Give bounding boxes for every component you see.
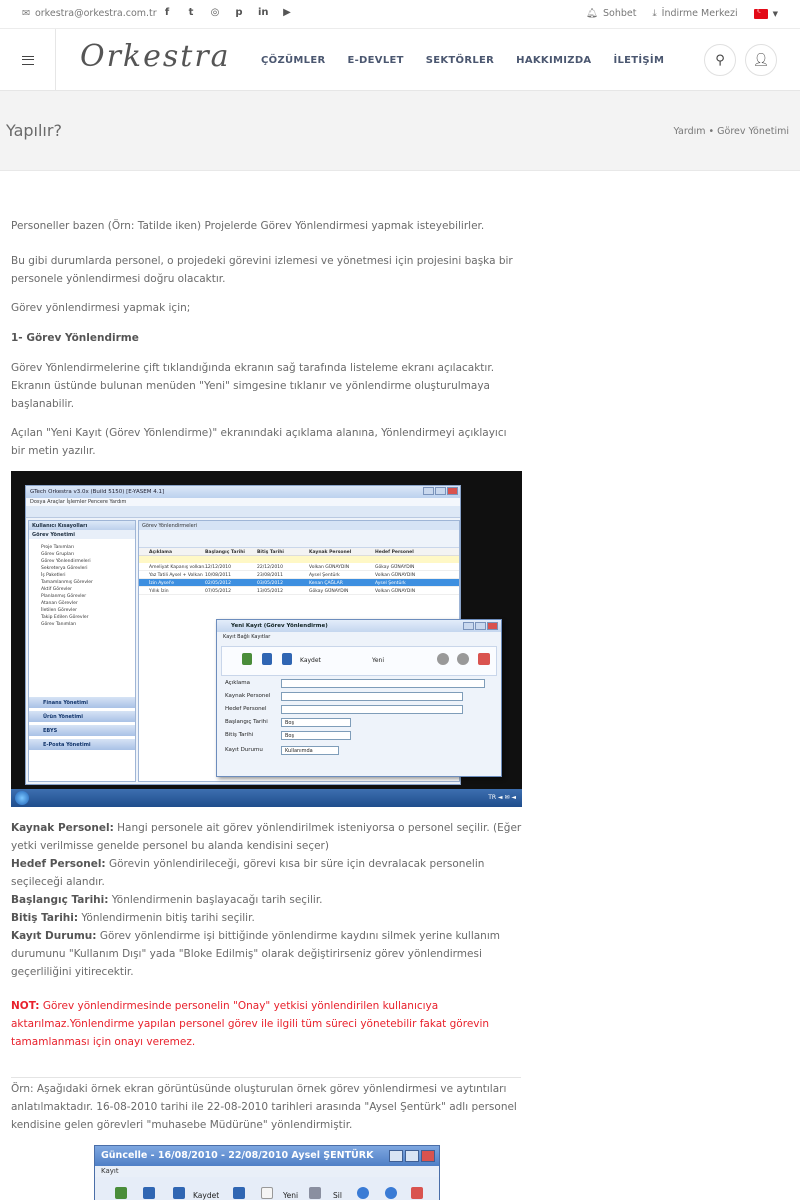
update-window-title: Güncelle - 16/08/2010 - 22/08/2010 Aysel ŞENTÜRK [95,1146,439,1166]
app-window-title: GTech Orkestra v3.0x (Build 5150) [E-YASEM 4.1] [26,486,460,498]
grid-header-cell: Kaynak Personel [309,550,352,555]
email-link[interactable] [22,8,157,19]
app-sidebar [28,520,136,782]
nav-item-hakkimizda[interactable]: HAKKIMIZDA [516,55,592,66]
update-delete-label: Sil [333,1191,342,1200]
grid-row: Yıllık İzin 07/05/2012 13/05/2012 Gökay GÜNAYDIN Volkan GÜNAYDIN [139,587,459,595]
refresh-icon [115,1187,127,1199]
save-new-icon [143,1187,155,1199]
menu-button[interactable] [0,29,56,91]
end-date-field: Boş [281,731,351,740]
note-text: Görev yönlendirmesinde personelin "Onay" yetkisi yönlendirilen kullanıcıya aktarılmaz.Yönlendirme yapılan personel görev ile ilgili tüm süreci yönetebilir fakat görevin tamamlanması için onayı veremez. [11,1000,490,1048]
sidebar-item: Görev Grupları [41,552,75,557]
grid-toolbar [139,530,459,548]
main-header [0,29,800,91]
update-window-menu: Kayıt [95,1166,439,1177]
update-window-toolbar [95,1177,439,1200]
sidebar-item: Planlanmış Görevler [41,594,87,599]
app-menu: Dosya Araçlar İşlemler Pencere Yardım [26,498,460,506]
grid-header-cell: Açıklama [149,550,172,555]
user-button[interactable] [745,44,777,76]
field-label: Başlangıç Tarihi [225,719,268,725]
sidebar-module: E-Posta Yönetimi [29,739,135,750]
language-select[interactable] [754,9,778,19]
field-label: Açıklama [225,680,251,686]
status-field: Kullanımda [281,746,339,755]
dialog-toolbar [221,646,497,676]
paragraph-intro: Personeller bazen (Örn: Tatilde iken) Projelerde Görev Yönlendirmesi yapmak isteyebilirler. [11,220,485,232]
user-icon: 👤︎ [752,52,770,68]
sidebar-module: Finans Yönetimi [29,697,135,708]
start-date-field: Boş [281,718,351,727]
grid-row: Ameliyat Kapanış volkan... 12/12/2010 22/12/2010 Volkan GÜNAYDIN Gökay GÜNAYDIN [139,563,459,571]
grid-header [139,548,459,556]
sidebar-item: Sekreterya Görevleri [41,566,88,571]
section-heading-text: 1- Görev Yönlendirme [11,332,139,344]
downloads-label: İndirme Merkezi [661,8,738,19]
field-label: Hedef Personel [225,706,267,712]
nav-item-e-devlet[interactable]: E-DEVLET [347,55,404,66]
disk-icon [282,653,292,665]
check-icon [478,653,490,665]
field-descriptions [11,819,523,981]
email-text: orkestra@orkestra.com.tr [34,8,157,19]
downloads-link[interactable] [652,8,737,19]
twitter-icon[interactable]: t [188,7,194,18]
nav-item-cozumler[interactable]: ÇÖZÜMLER [261,55,326,66]
prev-icon [357,1187,369,1199]
sidebar-header: Kullanıcı Kısayolları [29,521,135,530]
bell-icon: 🔔︎ [585,8,598,19]
chat-link[interactable] [586,8,637,19]
paragraph-how: Görev yönlendirmesi yapmak için; [11,302,191,314]
main-nav [261,55,664,66]
save-close-icon [233,1187,245,1199]
field-desc-kayit-durumu: Kayıt Durumu: Görev yönlendirme işi bittiğinde yönlendirme kaydını silmek yerine kullanım durumunu "Kullanım Dışı" yada "Bloke Edilmiş" olarak değiştirirseniz görev yönlendirmesi geçerliliğini yitirecektir. [11,930,500,978]
download-icon: ⤓ [652,8,657,19]
save-icon [173,1187,185,1199]
field-label: Kayıt Durumu [225,747,263,753]
update-window-controls [389,1150,435,1162]
nav-item-sektorler[interactable]: SEKTÖRLER [425,55,495,66]
dialog-new-label: Yeni [372,657,385,664]
sidebar-item: Atanan Görevler [41,601,78,606]
sidebar-item: İş Paketleri [41,573,66,578]
window-controls [423,487,458,495]
sidebar-subheader: Görev Yönetimi [29,530,135,539]
field-desc-bitis: Bitiş Tarihi: Yönlendirmenin bitiş tarihi seçilir. [11,912,255,924]
paragraph-description: Açılan "Yeni Kayıt (Görev Yönlendirme)" ekranındaki açıklama alanına, Yönlendirmeyi açıklayıcı bir metin yazılır. [11,427,507,457]
instagram-icon[interactable]: ◎ [210,7,220,18]
sidebar-item: Aktif Görevler [41,587,73,592]
dialog-menu: Kayıt Bağlı Kayıtlar [223,634,271,640]
screenshot-update-window [94,1145,440,1200]
grid-header-cell: Bitiş Tarihi [257,550,284,555]
breadcrumb[interactable]: Yardım • Görev Yönetimi [673,126,789,137]
prev-icon [437,653,449,665]
save-new-icon [262,653,272,665]
save-icon [242,653,252,665]
grid-row: Yaz Tatili Aysel + Volkan 10/08/2011 23/08/2011 Aysel Şentürk Volkan GÜNAYDIN [139,571,459,579]
grid-header-cell: Başlangıç Tarihi [205,550,245,555]
windows-taskbar [11,789,522,807]
grid-tab: Görev Yönlendirmeleri [139,521,459,530]
sidebar-item: İletilen Görevler [41,608,77,613]
example-paragraph: Örn: Aşağıdaki örnek ekran görüntüsünde oluşturulan örnek görev yönlendirmesi ve aytıntıları anlatılmaktadır. 16-08-2010 tarihi ile 22-08-2010 tarihleri arasında "Aysel Şentürk" adlı personel kendisine gelen görevleri "muhasebe Müdürüne" yönlendirmiştir. [11,1083,517,1131]
tray: TR ◄ ✉ ◄ [488,794,516,801]
grid-row-selected: İzin Aysel'e 02/05/2012 03/05/2012 Kenan ÇAĞLAR Aysel Şentürk [139,579,459,587]
section-heading [11,329,523,347]
sidebar-module: EBYS [29,725,135,736]
social-links [162,7,292,18]
next-icon [457,653,469,665]
search-button[interactable] [704,44,736,76]
mail-icon: ✉ [22,8,30,19]
pinterest-icon[interactable]: p [235,7,243,18]
sidebar-module: Ürün Yönetimi [29,711,135,722]
field-label: Bitiş Tarihi [225,732,254,738]
linkedin-icon[interactable]: in [258,7,269,18]
sidebar-item: Takip Edilen Görevler [41,615,89,620]
new-record-dialog [216,619,502,777]
caret-down-icon: ▼ [772,9,778,18]
note-paragraph [11,997,523,1051]
next-icon [385,1187,397,1199]
note-label: NOT: [11,1000,40,1012]
paragraph-why: Bu gibi durumlarda personel, o projedeki görevini izlemesi ve yönetmesi için projesini başka bir personele yönlendirmesi doğru olacaktır. [11,255,513,285]
turkey-flag-icon [754,9,768,19]
sidebar-item: Görev Tanımları [41,622,77,627]
update-new-label: Yeni [283,1191,299,1200]
nav-item-iletisim[interactable]: İLETİŞİM [613,55,665,66]
page-title: Yapılır? [6,121,62,140]
update-save-label: Kaydet [193,1191,220,1200]
dialog-title: Yeni Kayıt (Görev Yönlendirme) [217,620,501,632]
logo[interactable]: Orkestra [80,39,231,74]
field-desc-hedef: Hedef Personel: Görevin yönlendirileceği, görevi kısa bir süre için devralacak personelin seçileceği alandır. [11,858,485,888]
divider [11,1077,521,1078]
screenshot-gorev-yonlendirme [11,471,522,807]
search-icon: ⚲ [715,52,725,68]
field-desc-baslangic: Başlangıç Tarihi: Yönlendirmenin başlayacağı tarih seçilir. [11,894,323,906]
top-bar [0,0,800,29]
new-doc-icon [261,1187,273,1199]
youtube-icon[interactable]: ▶ [283,7,291,18]
facebook-icon[interactable]: f [164,7,170,18]
sidebar-item: Görev Yönlendirmeleri [41,559,91,564]
delete-icon [309,1187,321,1199]
app-toolbar [26,506,460,518]
page-title-bar [0,91,800,171]
paragraph-list-screen: Görev Yönlendirmelerine çift tıklandığında ekranın sağ tarafında listeleme ekranı açılacaktır. Ekranın üstünde bulunan menüden "Yeni" simgesine tıklanır ve yönlendirme oluşturulmaya başlanabilir. [11,362,495,410]
dialog-save-label: Kaydet [300,657,321,664]
start-button-icon [15,791,29,805]
field-desc-kaynak: Kaynak Personel: Hangi personele ait görev yönlendirilmek isteniyorsa o personel seçilir. (Eğer yetki verilmisse genelde personel bu alanda kendisini seçer) [11,822,522,852]
sidebar-item: Proje Tanımları [41,545,74,550]
hamburger-icon [22,56,34,65]
grid-header-cell: Hedef Personel [375,550,414,555]
dialog-window-controls [463,622,498,630]
sidebar-item: Tamamlanmış Görevler [41,580,93,585]
field-label: Kaynak Personel [225,693,271,699]
check-icon [411,1187,423,1199]
chat-label: Sohbet [603,8,637,19]
